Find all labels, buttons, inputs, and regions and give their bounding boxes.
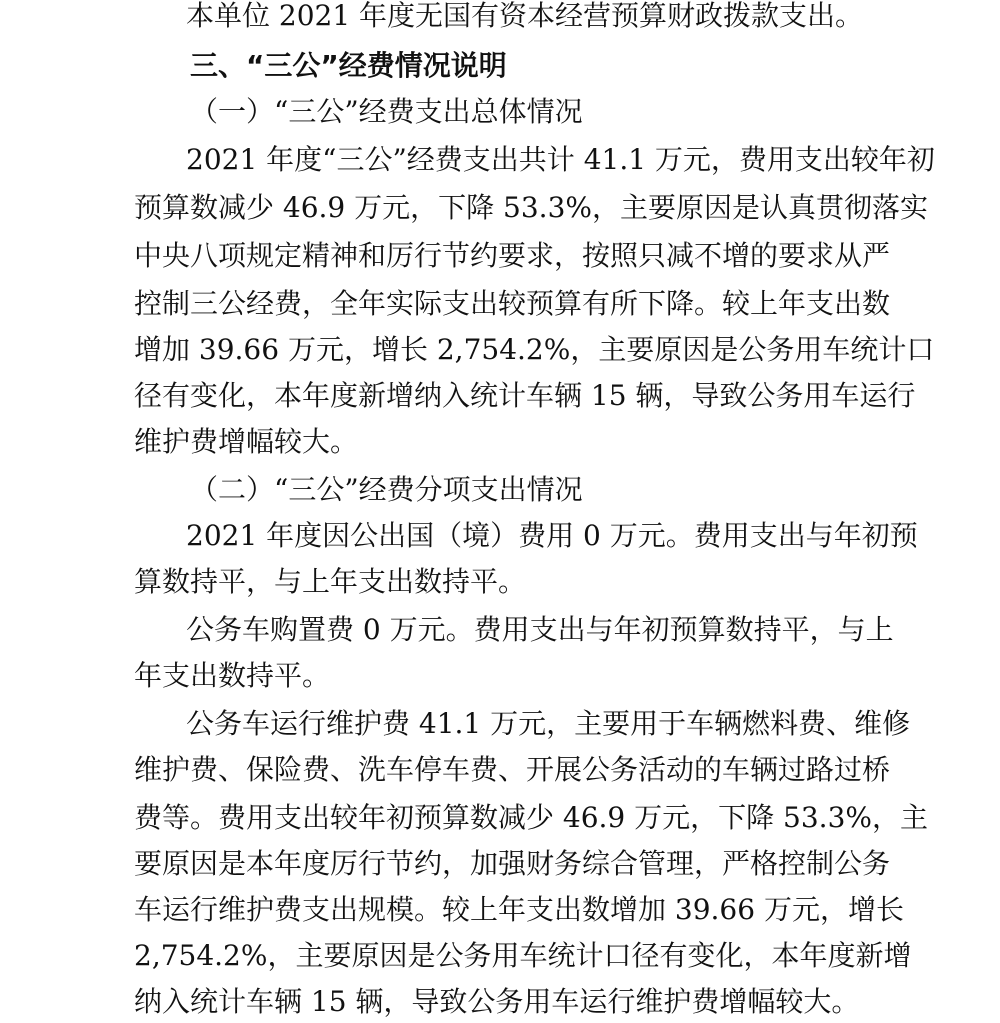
paragraph-line: 2,754.2%，主要原因是公务用车统计口径有变化，本年度新增 <box>134 939 912 972</box>
paragraph-line: 维护费、保险费、洗车停车费、开展公务活动的车辆过路过桥 <box>134 753 891 786</box>
paragraph-line: 算数持平，与上年支出数持平。 <box>134 565 527 598</box>
paragraph-line: 公务车购置费 0 万元。费用支出与年初预算数持平，与上 <box>186 613 894 646</box>
paragraph-line: 增加 39.66 万元，增长 2,754.2%，主要原因是公务用车统计口 <box>134 333 935 366</box>
paragraph-line: 年支出数持平。 <box>134 659 331 692</box>
paragraph-line: 公务车运行维护费 41.1 万元，主要用于车辆燃料费、维修 <box>186 707 911 740</box>
paragraph-line: 车运行维护费支出规模。较上年支出数增加 39.66 万元，增长 <box>134 893 904 926</box>
paragraph-line: 控制三公经费，全年实际支出较预算有所下降。较上年支出数 <box>134 287 891 320</box>
subsection-heading: （二）“三公”经费分项支出情况 <box>190 473 583 506</box>
paragraph-line: 径有变化，本年度新增纳入统计车辆 15 辆，导致公务用车运行 <box>134 379 916 412</box>
paragraph-line: 费等。费用支出较年初预算数减少 46.9 万元，下降 53.3%，主 <box>134 801 928 834</box>
paragraph-line: 纳入统计车辆 15 辆，导致公务用车运行维护费增幅较大。 <box>134 985 860 1018</box>
paragraph-line: 本单位 2021 年度无国有资本经营预算财政拨款支出。 <box>186 0 864 32</box>
paragraph-line: 维护费增幅较大。 <box>134 425 359 458</box>
subsection-heading: （一）“三公”经费支出总体情况 <box>190 95 583 128</box>
paragraph-line: 要原因是本年度厉行节约，加强财务综合管理，严格控制公务 <box>134 847 891 880</box>
section-heading: 三、“三公”经费情况说明 <box>190 49 507 82</box>
paragraph-line: 2021 年度因公出国（境）费用 0 万元。费用支出与年初预 <box>186 519 918 552</box>
paragraph-line: 2021 年度“三公”经费支出共计 41.1 万元，费用支出较年初 <box>186 143 935 176</box>
paragraph-line: 中央八项规定精神和厉行节约要求，按照只减不增的要求从严 <box>134 239 891 272</box>
paragraph-line: 预算数减少 46.9 万元，下降 53.3%，主要原因是认真贯彻落实 <box>134 191 928 224</box>
